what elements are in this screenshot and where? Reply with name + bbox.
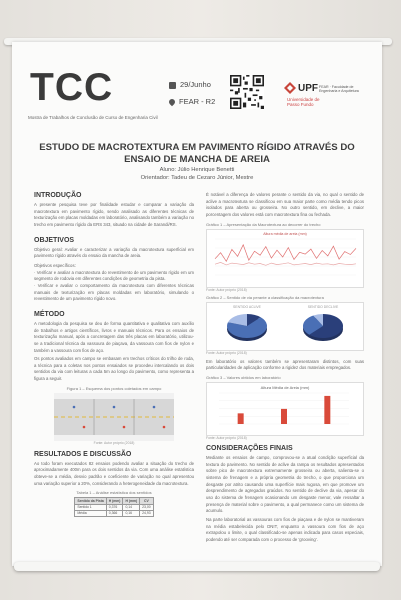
table-cell: 0,366 <box>106 510 123 516</box>
conclusions-text-1: Mediante os ensaios de campo, comprovou-se a atual condição superficial da textura do pavimento. No sentido de aclive da rampa os resultados apresentados sobre pico de macrotextura extremamente grosseira ou aberta, salienta-se o sistema de frenagem e a própria geometria do trecho, o que proporciona um desgaste por atrito causando uma superfície mais rugosa, em que promove um desprendimento de agregados graúdos. No sentido de declive da via, apesar do uso do sistema de frenagem ocasionando um desgaste menor, vale ressaltar a presença de material sobre o pavimento, a qual permanece como um sistema de acumulo. <box>206 454 364 514</box>
series-line-2 <box>215 262 356 265</box>
pie-aclive-wrap <box>224 305 270 348</box>
graph-1-source: Fonte: Autor próprio (2018) <box>206 287 247 292</box>
location-pin-icon <box>168 98 176 106</box>
pie-declive-wrap <box>300 305 346 348</box>
graph-1-frame <box>206 229 364 288</box>
bar <box>281 409 287 424</box>
pie-chart-aclive <box>224 309 270 343</box>
event-place-text: FEAR - R2 <box>179 97 216 106</box>
upf-logo-icon <box>284 82 296 94</box>
method-text-2: Os pontos avaliados em campo se embasam em trechos críticos do trilho de roda, a técnica para a coletas nos pontos ensaiados se procedeu intercalando os dois sentidos da via com leituras a cada 5m ao longo do pavimento, como representa a figura a seguir. <box>34 356 194 382</box>
pie-chart-declive <box>300 309 346 343</box>
results-text: Ao todo foram executados 82 ensaios podendo avaliar a situação do trecho de aproximadamente 400m para os dois sentidos da via. Com uma análise estatística obteve-se a média, desvio padrão e coeficiente de variação no qual apresentou uma variação superior a 20%, considerando a heterogeneidade da macrotextura. <box>34 460 194 486</box>
graph-3-caption: Gráfico 3 – Valores obtidos em laboratório <box>206 374 281 380</box>
table-cell: Sentido 1 <box>75 504 106 510</box>
university-name: Universidade de Passo Fundo <box>287 97 320 108</box>
author-block <box>32 166 362 182</box>
poster-bottom-rod <box>14 562 380 571</box>
graph-1-caption: Gráfico 1 – Apresentação da Macrotextura ao decorrer do trecho <box>206 221 321 227</box>
graph-2-source: Fonte: Autor próprio (2018) <box>206 350 247 355</box>
objectives-heading: OBJETIVOS <box>34 236 75 244</box>
objective-specific-title: Objetivos específicos: <box>34 262 76 268</box>
table-cell: 0,376 <box>106 504 123 510</box>
author-line: Aluno: Júlio Henrique Benetti <box>159 167 235 173</box>
conclusions-heading: CONSIDERAÇÕES FINAIS <box>206 444 293 452</box>
table-cell: 0,16 <box>123 510 140 516</box>
calendar-icon <box>169 82 176 89</box>
bar <box>238 413 244 424</box>
conclusions-text-2: Na parte laboratorial as vassouras com fios de piaçava e de nylon se mantiveram na média estabelecida pelo DNIT, enquanto a vassoura com fios de aço extrapolou o limite, o qual classificado-se apenas indicada para casos especiais, podendo até ser comparada com o processo de 'grooving'. <box>206 516 364 542</box>
objective-general: Objetivo geral: Avaliar e caracterizar a variação da macrotextura superficial em pavimento rígido através do ensaio da mancha de areia. <box>34 246 194 259</box>
table-cell: Média <box>75 510 106 516</box>
right-text-1: É notável a diferença de valores perante o sentido da via, no qual o sentido de aclive a macrotextura se classificou em sua maior parte como média tendo picos isolados para aberta ou grosseira. No outro sentido, em declive, a maior porcentagem dos valores está com macrotextura fina ou fechada. <box>206 192 364 217</box>
faculty-name: FEAR · Faculdade de Engenharia e Arquitetura <box>319 85 359 94</box>
graph-3-bar-chart <box>209 390 359 428</box>
graph-1-title: Altura média de areia (mm) <box>263 231 307 236</box>
advisor-line: Orientador: Tadeu de Cezaro Júnior, Mestre <box>140 175 254 182</box>
graph-3-title: Altura Média de Areia (mm) <box>260 384 310 390</box>
results-heading: RESULTADOS E DISCUSSÃO <box>34 450 132 458</box>
table-header: CV <box>140 498 154 504</box>
right-text-2: Em laboratório os valores também se apresentaram distintos, com suas particularidades de aplicação conforme a rigidez dos materiais empregados. <box>206 358 364 371</box>
series-line-1 <box>215 244 356 260</box>
pie-aclive-label: SENTIDO ACLIVE <box>233 304 261 309</box>
table-1-caption: Tabela 1 – Análise estatística dos sentidos <box>76 490 152 496</box>
event-date-text: 29/Junho <box>180 80 211 89</box>
figure-1-road-diagram <box>54 393 174 441</box>
table-header: H (mm) <box>106 498 123 504</box>
table-cell: 0,14 <box>123 504 140 510</box>
event-place <box>169 97 215 106</box>
university-short-name: UPF <box>298 83 318 94</box>
poster <box>12 42 382 566</box>
right-column <box>206 192 364 543</box>
objective-specific-2: · Verificar e avaliar o comportamento da macrotextura com diferentes técnicas manuais de texturização em placas moldadas em laboratório, simulando o revestimento de um pavimento rígido novo. <box>34 282 194 302</box>
intro-heading: INTRODUÇÃO <box>34 192 82 199</box>
left-column <box>34 192 194 517</box>
results-table <box>74 497 153 517</box>
graph-2-caption: Gráfico 2 – Sentido de via perante a classificação da macrotextura <box>206 294 324 300</box>
tcc-logo: TCC <box>30 66 114 109</box>
table-cell: 24,93 <box>140 510 154 516</box>
objective-specific-1: · Verificar e avaliar a macrotextura do revestimento de um pavimento rígido em um segmento de rodovia em diferentes condições de geometria da pista. <box>34 269 194 282</box>
event-date <box>169 80 211 89</box>
table-cell: 23,00 <box>140 504 154 510</box>
graph-3-frame <box>206 382 364 436</box>
tcc-subtitle: Mostra de Trabalhos de Conclusão de Curso de Engenharia Civil <box>28 115 158 120</box>
graph-3-source: Fonte: Autor próprio (2018) <box>206 435 247 440</box>
graph-2-frame <box>206 302 364 351</box>
pie-declive-label: SENTIDO DECLIVE <box>307 304 339 309</box>
figure-1-source: Fonte: Autor próprio (2018) <box>93 440 135 445</box>
poster-title: ESTUDO DE MACROTEXTURA EM PAVIMENTO RÍGIDO ATRAVÉS DO ENSAIO DE MANCHA DE AREIA <box>39 142 355 165</box>
graph-1-line-chart <box>209 236 359 280</box>
figure-1-caption: Figura 1 – Esquema dos pontos coletados em campo <box>66 385 162 391</box>
qr-code-icon <box>230 75 264 109</box>
intro-text: A presente pesquisa teve por finalidade estudar e comparar a variação da macrotextura em pavimento rígido, sendo analisado as diferentes técnicas de texturização em placas moldadas em laboratório, analisando também a variação no trecho em pavimento rígido da ERS 343, situado na cidade de Sarandi/RS. <box>34 202 194 227</box>
method-text-1: A metodologia da pesquisa se deu de forma quantitativa e qualitativa com auxílio de trabalhos e artigos científicos, livros e manuais técnicos. Para os ensaios de texturização manual, após a concretagem das três placas em laboratório, utilizou-se a tradicional técnica da vassoura de piaçava, da vassoura com fios de nylon e também a vassoura com fios de aço. <box>34 320 194 353</box>
table-row <box>75 510 153 516</box>
method-heading: MÉTODO <box>34 310 65 318</box>
table-header: H (mm) <box>123 498 140 504</box>
table-header: Sentido da Pista <box>75 498 106 504</box>
bar <box>324 396 330 424</box>
